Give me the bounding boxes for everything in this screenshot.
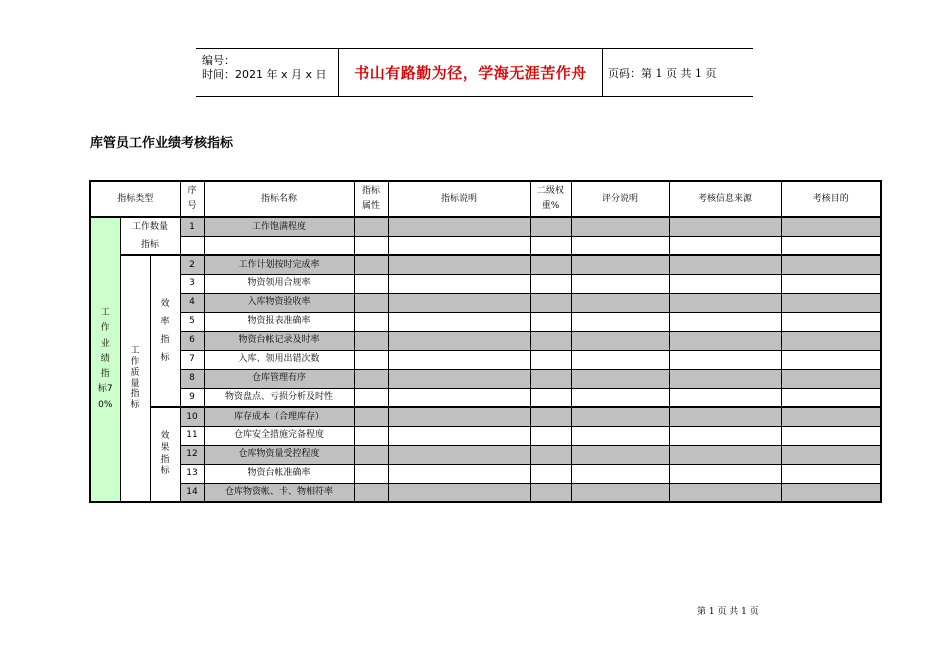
row-name: 入库物资验收率 (204, 293, 354, 312)
row-attr (354, 426, 388, 445)
row-seq: 5 (180, 312, 204, 331)
table-row (90, 407, 881, 426)
category-quality-cell (120, 255, 150, 502)
row-seq: 8 (180, 369, 204, 388)
row-purpose (781, 369, 881, 388)
row-seq: 10 (180, 407, 204, 426)
row-name: 库存成本（合理库存） (204, 407, 354, 426)
header-seq-label: 序号 (187, 185, 197, 211)
row-weight (530, 331, 571, 350)
header-name: 指标名称 (204, 181, 354, 217)
row-attr (354, 331, 388, 350)
row-source (669, 464, 781, 483)
row-source (669, 217, 781, 236)
category-quality-label: 工作质量指标 (130, 346, 140, 411)
row-desc (388, 217, 530, 236)
page-title: 库管员工作业绩考核指标 (90, 136, 234, 151)
header-weight-label: 二级权重% (536, 185, 564, 211)
row-source (669, 236, 781, 255)
row-attr (354, 312, 388, 331)
header-attr-label: 指标属性 (361, 185, 380, 211)
row-weight (530, 426, 571, 445)
row-source (669, 369, 781, 388)
row-weight (530, 274, 571, 293)
row-purpose (781, 445, 881, 464)
row-seq (180, 236, 204, 255)
table-row (90, 217, 881, 236)
row-score (571, 274, 669, 293)
header-score: 评分说明 (571, 181, 669, 217)
row-seq: 3 (180, 274, 204, 293)
row-source (669, 312, 781, 331)
row-score (571, 483, 669, 502)
sub-efficiency-cell (150, 255, 180, 407)
row-attr (354, 388, 388, 407)
header-left-cell (196, 49, 338, 96)
row-desc (388, 293, 530, 312)
sub-efficiency-label: 效率指标 (160, 299, 170, 363)
table-row (90, 388, 881, 407)
row-seq: 12 (180, 445, 204, 464)
row-desc (388, 331, 530, 350)
row-weight (530, 293, 571, 312)
row-name: 工作计划按时完成率 (204, 255, 354, 274)
row-name: 物资盘点、亏损分析及时性 (204, 388, 354, 407)
row-purpose (781, 293, 881, 312)
row-weight (530, 388, 571, 407)
row-weight (530, 236, 571, 255)
row-source (669, 255, 781, 274)
row-score (571, 217, 669, 236)
row-seq: 1 (180, 217, 204, 236)
serial-label: 编号： (202, 54, 235, 67)
row-attr (354, 274, 388, 293)
table-row (90, 274, 881, 293)
table-header-row (90, 181, 881, 217)
row-name: 物资台帐记录及时率 (204, 331, 354, 350)
row-name: 仓库物资量受控程度 (204, 445, 354, 464)
row-seq: 7 (180, 350, 204, 369)
row-purpose (781, 331, 881, 350)
row-attr (354, 483, 388, 502)
row-desc (388, 445, 530, 464)
header-seq (180, 181, 204, 217)
row-desc (388, 483, 530, 502)
header-source: 考核信息来源 (669, 181, 781, 217)
row-attr (354, 350, 388, 369)
row-desc (388, 426, 530, 445)
row-score (571, 331, 669, 350)
table-row (90, 426, 881, 445)
row-source (669, 331, 781, 350)
row-desc (388, 407, 530, 426)
row-weight (530, 255, 571, 274)
header-weight (530, 181, 571, 217)
row-name: 仓库管理有序 (204, 369, 354, 388)
row-weight (530, 350, 571, 369)
row-seq: 4 (180, 293, 204, 312)
row-score (571, 388, 669, 407)
header-desc: 指标说明 (388, 181, 530, 217)
row-score (571, 236, 669, 255)
row-purpose (781, 407, 881, 426)
row-purpose (781, 464, 881, 483)
row-source (669, 445, 781, 464)
row-source (669, 274, 781, 293)
sub-effect-label: 效果指标 (160, 431, 170, 477)
motto: 书山有路勤为径，学海无涯苦作舟 (338, 49, 603, 96)
row-seq: 14 (180, 483, 204, 502)
row-attr (354, 293, 388, 312)
row-weight (530, 483, 571, 502)
row-source (669, 407, 781, 426)
row-purpose (781, 255, 881, 274)
header-purpose: 考核目的 (781, 181, 881, 217)
row-attr (354, 217, 388, 236)
document-header (196, 48, 753, 97)
row-seq: 11 (180, 426, 204, 445)
table-row (90, 312, 881, 331)
row-weight (530, 369, 571, 388)
row-score (571, 464, 669, 483)
table-row (90, 236, 881, 255)
row-weight (530, 312, 571, 331)
row-purpose (781, 426, 881, 445)
row-attr (354, 255, 388, 274)
row-seq: 2 (180, 255, 204, 274)
row-name: 物资领用合规率 (204, 274, 354, 293)
row-desc (388, 312, 530, 331)
row-name: 物资报表准确率 (204, 312, 354, 331)
row-source (669, 483, 781, 502)
row-source (669, 350, 781, 369)
row-desc (388, 464, 530, 483)
table-row (90, 464, 881, 483)
row-purpose (781, 236, 881, 255)
row-seq: 9 (180, 388, 204, 407)
row-score (571, 426, 669, 445)
page-label: 页码：第 1 页 共 1 页 (608, 66, 717, 80)
kpi-table (89, 180, 882, 503)
table-row (90, 293, 881, 312)
row-source (669, 426, 781, 445)
table-row (90, 350, 881, 369)
table-row (90, 331, 881, 350)
header-attr (354, 181, 388, 217)
sub-effect-cell (150, 407, 180, 502)
row-attr (354, 369, 388, 388)
row-score (571, 255, 669, 274)
row-purpose (781, 274, 881, 293)
row-purpose (781, 483, 881, 502)
table-row (90, 483, 881, 502)
row-score (571, 407, 669, 426)
row-source (669, 388, 781, 407)
row-purpose (781, 350, 881, 369)
row-desc (388, 274, 530, 293)
row-score (571, 293, 669, 312)
category-quantity-label: 工作数量指标 (131, 222, 168, 250)
row-desc (388, 350, 530, 369)
row-score (571, 369, 669, 388)
row-attr (354, 236, 388, 255)
row-desc (388, 369, 530, 388)
row-seq: 13 (180, 464, 204, 483)
row-attr (354, 445, 388, 464)
row-weight (530, 464, 571, 483)
row-name: 物资台帐准确率 (204, 464, 354, 483)
table-row (90, 255, 881, 274)
row-name: 入库、领用出错次数 (204, 350, 354, 369)
row-name: 仓库安全措施完备程度 (204, 426, 354, 445)
row-attr (354, 407, 388, 426)
category-main-cell (90, 217, 120, 502)
header-type: 指标类型 (90, 181, 180, 217)
table-row (90, 369, 881, 388)
row-score (571, 350, 669, 369)
row-desc (388, 236, 530, 255)
row-attr (354, 464, 388, 483)
row-weight (530, 407, 571, 426)
row-score (571, 445, 669, 464)
row-desc (388, 255, 530, 274)
row-purpose (781, 312, 881, 331)
row-desc (388, 388, 530, 407)
category-main-label: 工作业绩指标70% (97, 307, 113, 410)
row-name (204, 236, 354, 255)
page-footer: 第 1 页 共 1 页 (697, 607, 759, 617)
row-score (571, 312, 669, 331)
row-name: 工作饱满程度 (204, 217, 354, 236)
row-seq: 6 (180, 331, 204, 350)
row-purpose (781, 388, 881, 407)
row-name: 仓库物资帐、卡、物相符率 (204, 483, 354, 502)
row-purpose (781, 217, 881, 236)
row-weight (530, 445, 571, 464)
category-quantity-cell (120, 217, 180, 255)
time-label: 时间：2021 年 x 月 x 日 (202, 68, 327, 81)
table-row (90, 445, 881, 464)
row-source (669, 293, 781, 312)
row-weight (530, 217, 571, 236)
